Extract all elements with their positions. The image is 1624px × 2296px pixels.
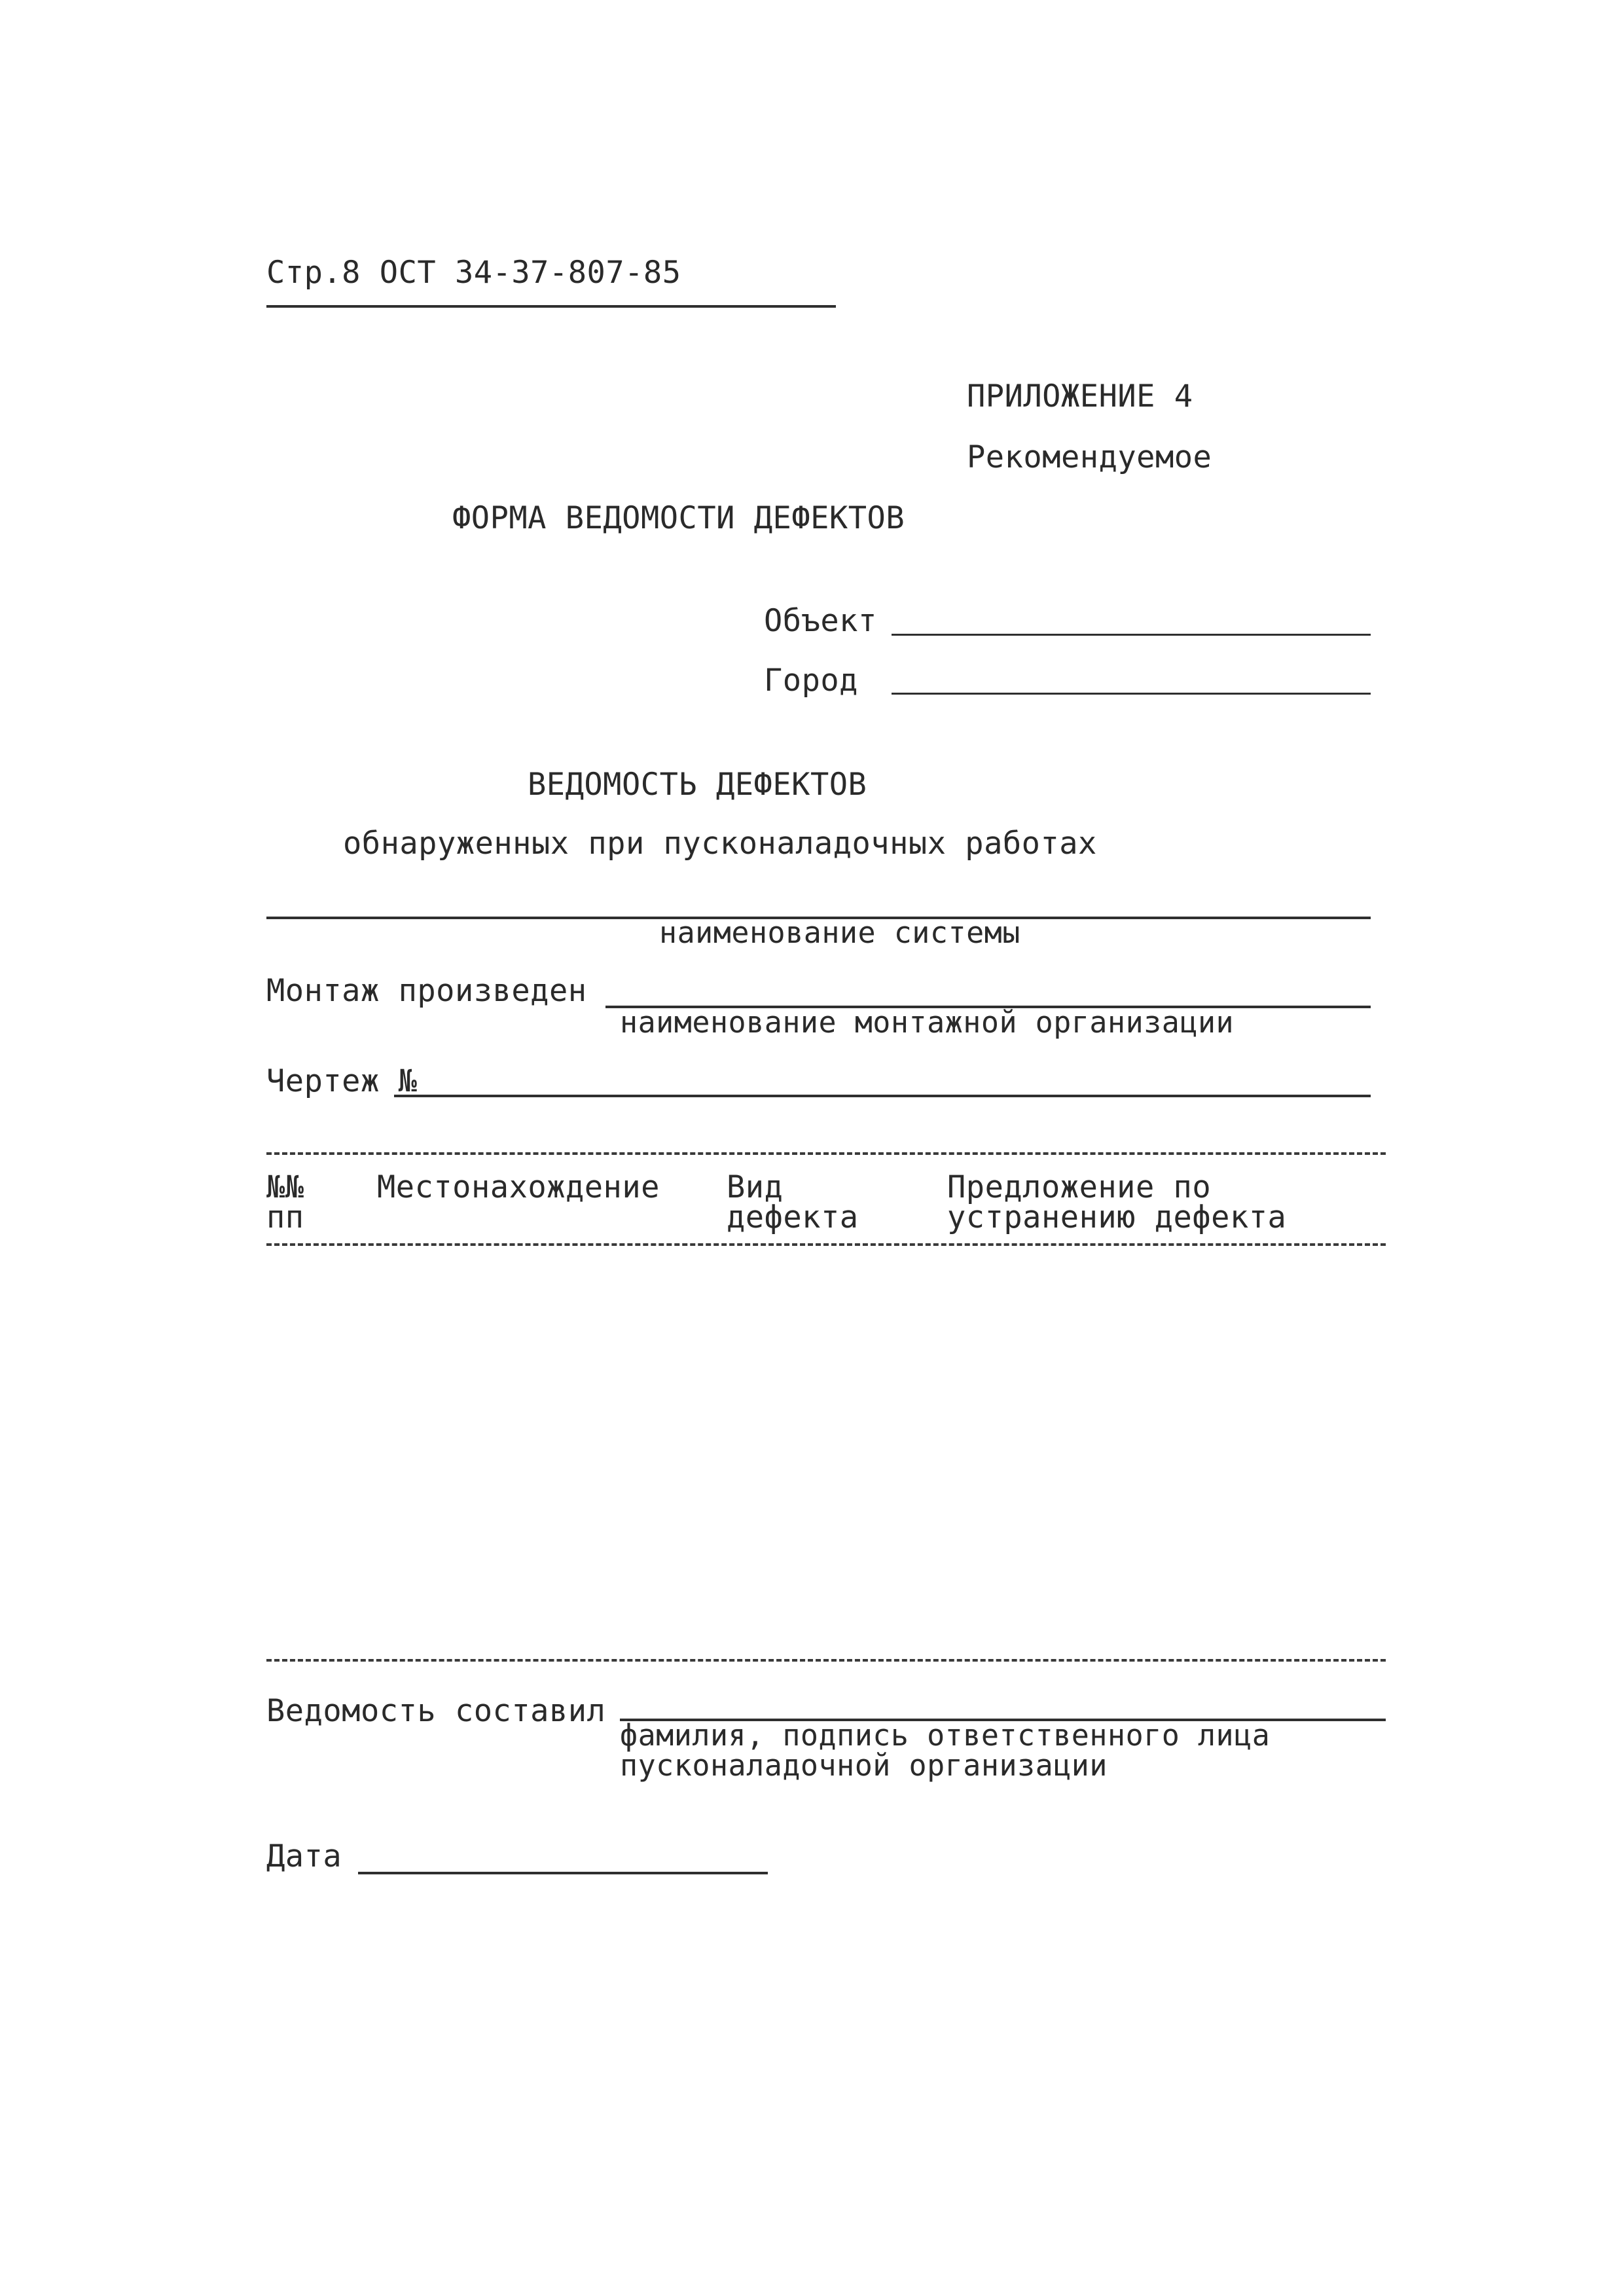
- table-top-dashes: [266, 1152, 1386, 1155]
- table-bottom-dashes: [266, 1659, 1386, 1662]
- compiled-label: Ведомость составил: [266, 1693, 606, 1729]
- date-label: Дата: [266, 1838, 342, 1874]
- col-number-line1: №№: [266, 1169, 304, 1205]
- table-header-bottom-dashes: [266, 1243, 1386, 1246]
- col-proposal-line2: устранению дефекта: [947, 1199, 1287, 1235]
- installation-label: Монтаж произведен: [266, 973, 587, 1009]
- appendix-status: Рекомендуемое: [967, 439, 1212, 475]
- statement-title: ВЕДОМОСТЬ ДЕФЕКТОВ: [528, 767, 867, 803]
- date-field-line[interactable]: [358, 1872, 768, 1874]
- compiled-caption-line1: фамилия, подпись ответственного лица: [620, 1718, 1271, 1753]
- drawing-field-line[interactable]: [394, 1095, 1371, 1097]
- header-underline: [266, 305, 836, 308]
- col-defect-type-line1: Вид: [727, 1169, 784, 1205]
- statement-subtitle: обнаруженных при пусконаладочных работах: [343, 826, 1097, 862]
- installation-caption: наименование монтажной организации: [620, 1005, 1235, 1040]
- compiled-caption-line2: пусконаладочной организации: [620, 1748, 1108, 1783]
- object-label: Объект: [764, 603, 877, 639]
- city-field-line[interactable]: [892, 693, 1371, 695]
- object-field-line[interactable]: [892, 634, 1371, 636]
- system-name-caption: наименование системы: [659, 915, 1020, 950]
- col-proposal-line1: Предложение по: [947, 1169, 1212, 1205]
- col-location-line1: Местонахождение: [377, 1169, 660, 1205]
- appendix-number: ПРИЛОЖЕНИЕ 4: [967, 378, 1193, 414]
- city-label: Город: [764, 663, 858, 699]
- drawing-label: Чертеж №: [266, 1063, 418, 1099]
- page-reference: Стр.8 ОСТ 34-37-807-85: [266, 255, 681, 291]
- col-number-line2: пп: [266, 1199, 304, 1235]
- form-title: ФОРМА ВЕДОМОСТИ ДЕФЕКТОВ: [452, 500, 905, 536]
- col-defect-type-line2: дефекта: [727, 1199, 859, 1235]
